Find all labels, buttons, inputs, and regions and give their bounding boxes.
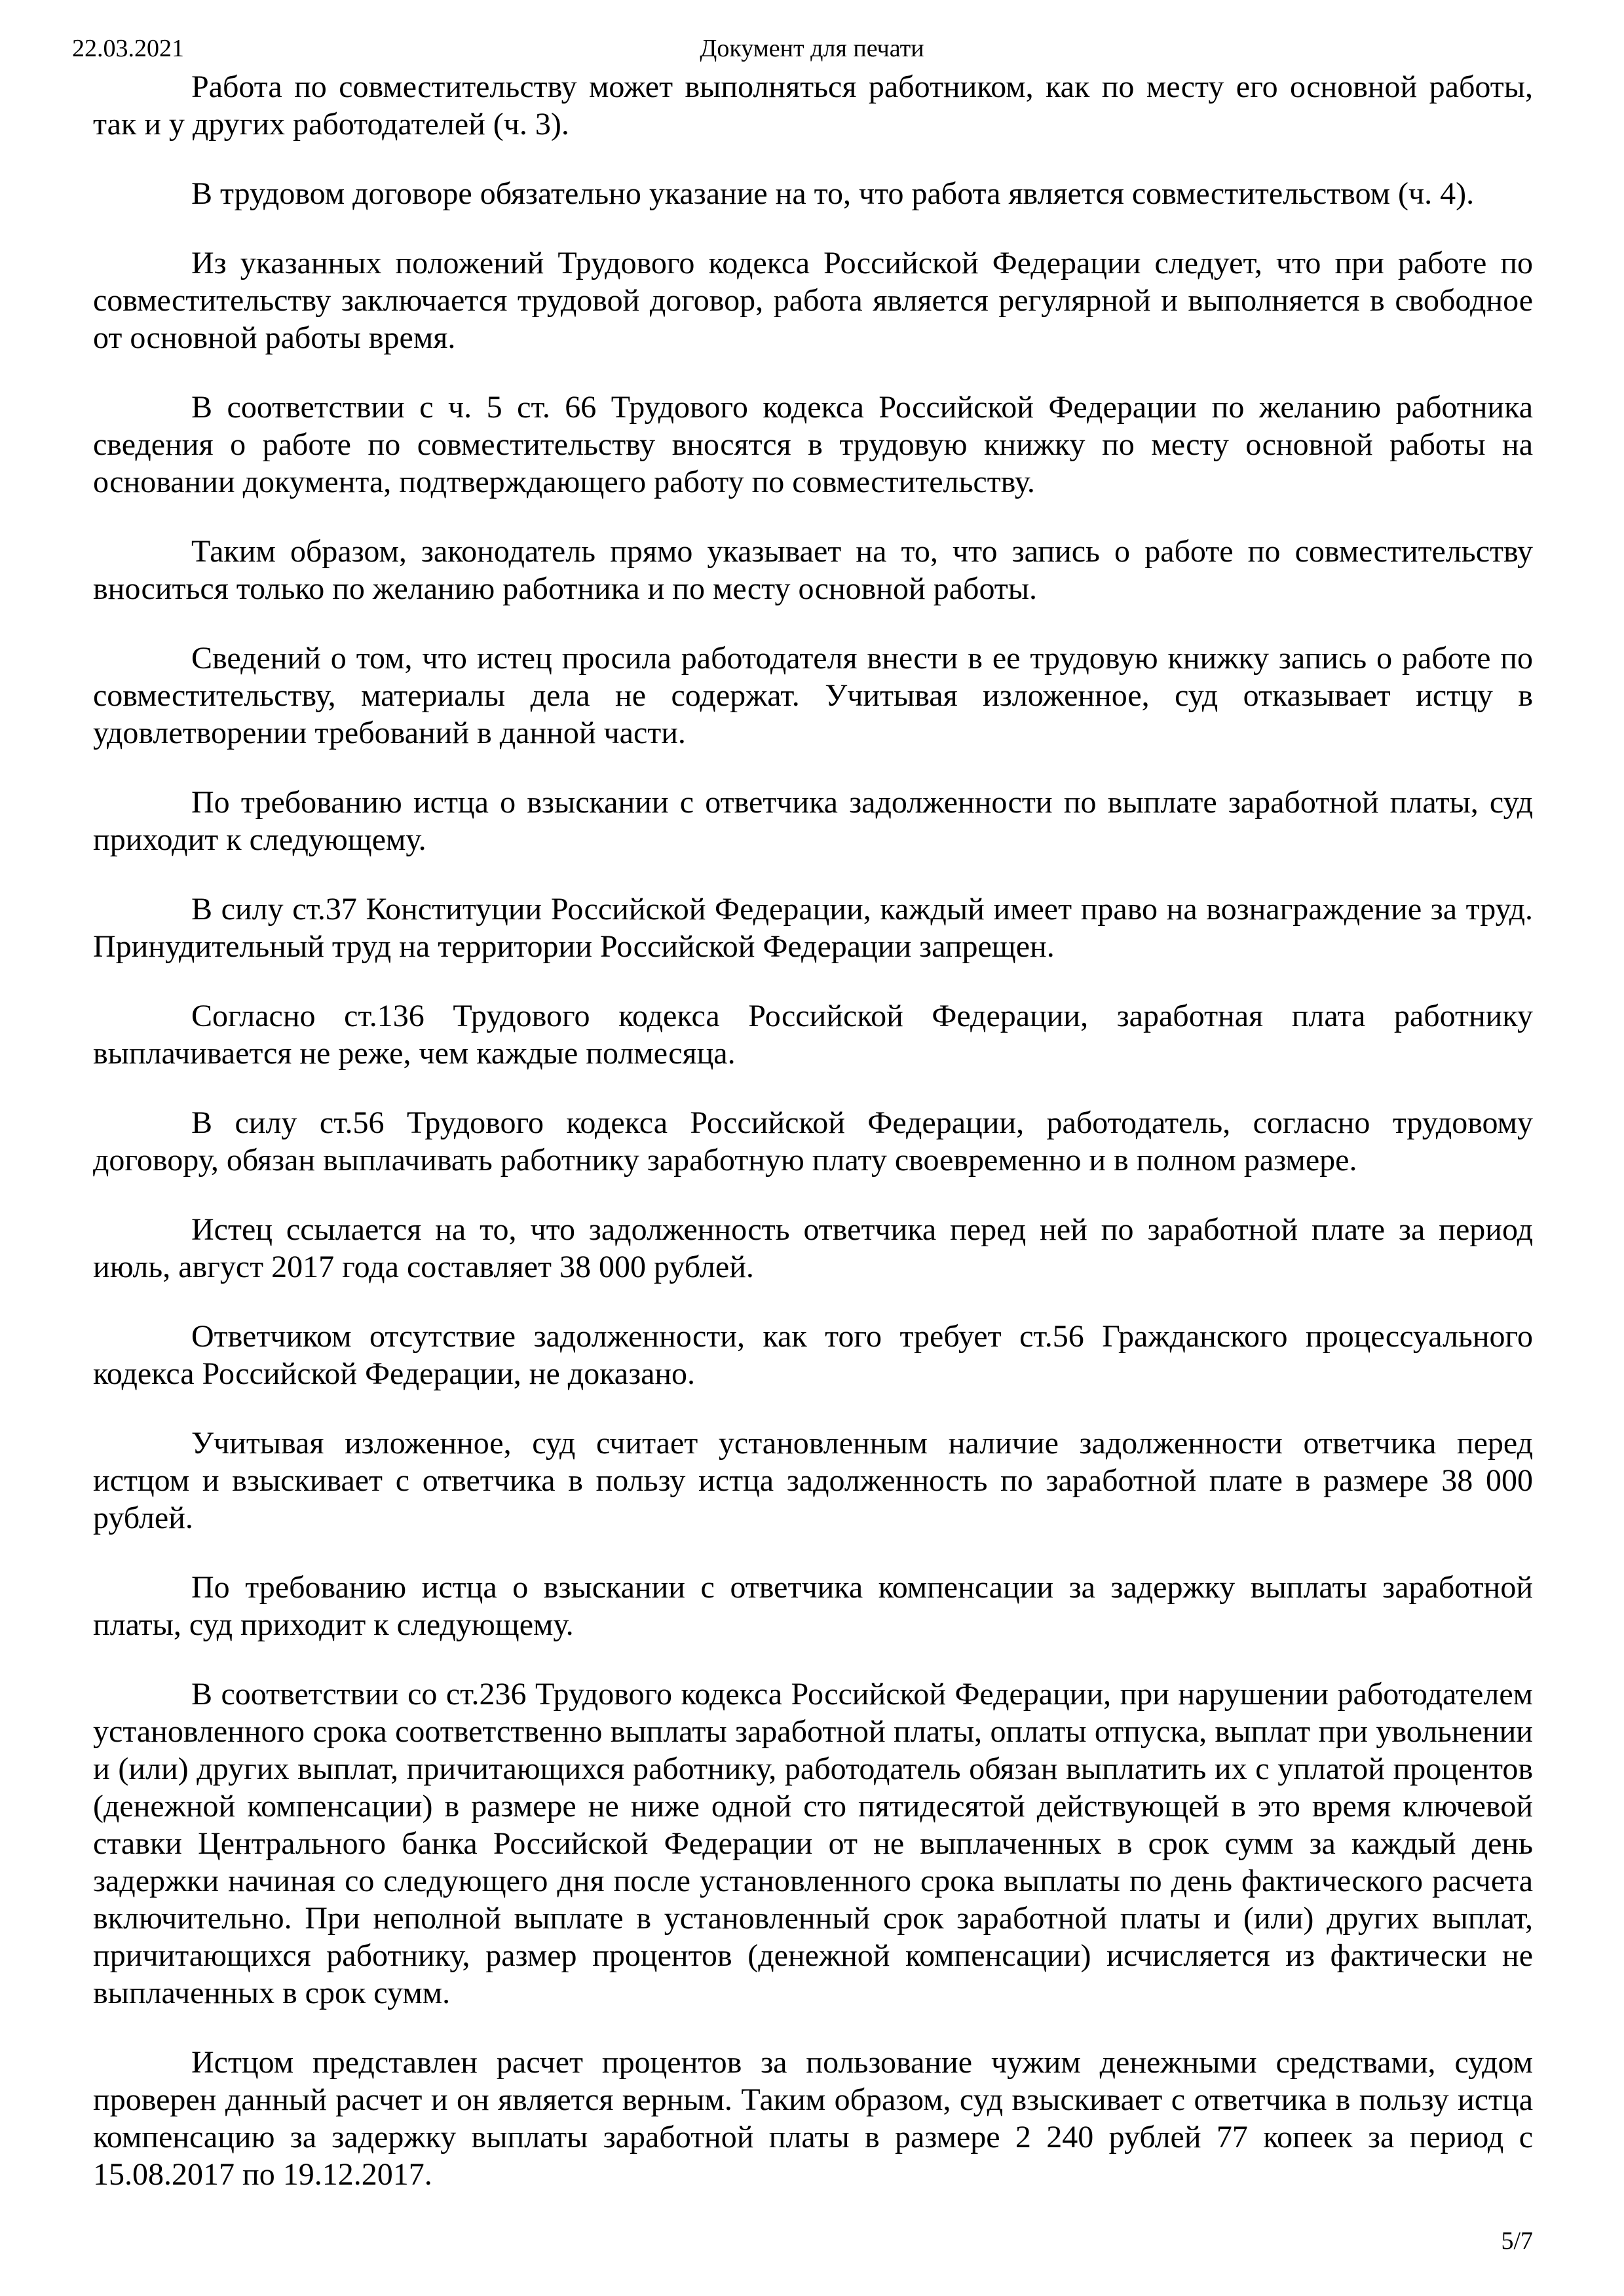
document-title: Документ для печати (700, 35, 924, 62)
paragraph: В трудовом договоре обязательно указание на то, что работа является совместительством (ч. 4). (191, 176, 1475, 211)
page-number: 5/7 (1501, 2227, 1533, 2255)
paragraph: Согласно ст.136 Трудового кодекса Российской Федерации, заработная плата работнику выплачивается не реже, чем каждые полмесяца. (93, 999, 1533, 1071)
paragraph: Таким образом, законодатель прямо указывает на то, что запись о работе по совместительству вноситься только по желанию работника и по месту основной работы. (93, 534, 1533, 606)
paragraph: Ответчиком отсутствие задолженности, как того требует ст.56 Гражданского процессуального кодекса Российской Федерации, не доказано. (93, 1319, 1533, 1391)
paragraph: Работа по совместительству может выполняться работником, как по месту его основной работы, так и у других работодателей (ч. 3). (93, 69, 1533, 142)
paragraph: В силу ст.56 Трудового кодекса Российской Федерации, работодатель, согласно трудовому договору, обязан выплачивать работнику заработную плату своевременно и в полном размере. (93, 1105, 1533, 1177)
document-body (93, 68, 1533, 2225)
page-footer (1501, 2227, 1533, 2255)
paragraph: В соответствии с ч. 5 ст. 66 Трудового кодекса Российской Федерации по желанию работника сведения о работе по совместительству вносятся в трудовую книжку по месту основной работы на основании документа, подтверждающего работу по совместительству. (93, 390, 1533, 499)
paragraph: В соответствии со ст.236 Трудового кодекса Российской Федерации, при нарушении работодателем установленного срока соответственно выплаты заработной платы, оплаты отпуска, выплат при увольнении и (или) других выплат, причитающихся работнику, работодатель обязан выплатить их с уплатой процентов (денежной компенсации) в размере не ниже одной сто пятидесятой действующей в это время ключевой ставки Центрального банка Российской Федерации от не выплаченных в срок сумм за каждый день задержки начиная со следующего дня после установленного срока выплаты по день фактического расчета включительно. При неполной выплате в установленный срок заработной платы и (или) других выплат, причитающихся работнику, размер процентов (денежной компенсации) исчисляется из фактически не выплаченных в срок сумм. (93, 1677, 1533, 2010)
paragraph: Истцом представлен расчет процентов за пользование чужим денежными средствами, судом проверен данный расчет и он является верным. Таким образом, суд взыскивает с ответчика в пользу истца компенсацию за задержку выплаты заработной платы в размере 2 240 рублей 77 копеек за период с 15.08.2017 по 19.12.2017. (93, 2045, 1533, 2192)
paragraph: По требованию истца о взыскании с ответчика задолженности по выплате заработной платы, суд приходит к следующему. (93, 785, 1533, 857)
paragraph: Истец ссылается на то, что задолженность ответчика перед ней по заработной плате за период июль, август 2017 года составляет 38 000 рублей. (93, 1212, 1533, 1284)
paragraph: В силу ст.37 Конституции Российской Федерации, каждый имеет право на вознаграждение за труд. Принудительный труд на территории Российской Федерации запрещен. (93, 892, 1533, 964)
paragraph: Сведений о том, что истец просила работодателя внести в ее трудовую книжку запись о работе по совместительству, материалы дела не содержат. Учитывая изложенное, суд отказывает истцу в удовлетворении требований в данной части. (93, 641, 1533, 750)
paragraph: По требованию истца о взыскании с ответчика компенсации за задержку выплаты заработной платы, суд приходит к следующему. (93, 1570, 1533, 1642)
paragraph: Учитывая изложенное, суд считает установленным наличие задолженности ответчика перед истцом и взыскивает с ответчика в пользу истца задолженность по заработной плате в размере 38 000 рублей. (93, 1426, 1533, 1535)
paragraph: Из указанных положений Трудового кодекса Российской Федерации следует, что при работе по совместительству заключается трудовой договор, работа является регулярной и выполняется в свободное от основной работы время. (93, 246, 1533, 355)
print-date: 22.03.2021 (72, 35, 184, 62)
